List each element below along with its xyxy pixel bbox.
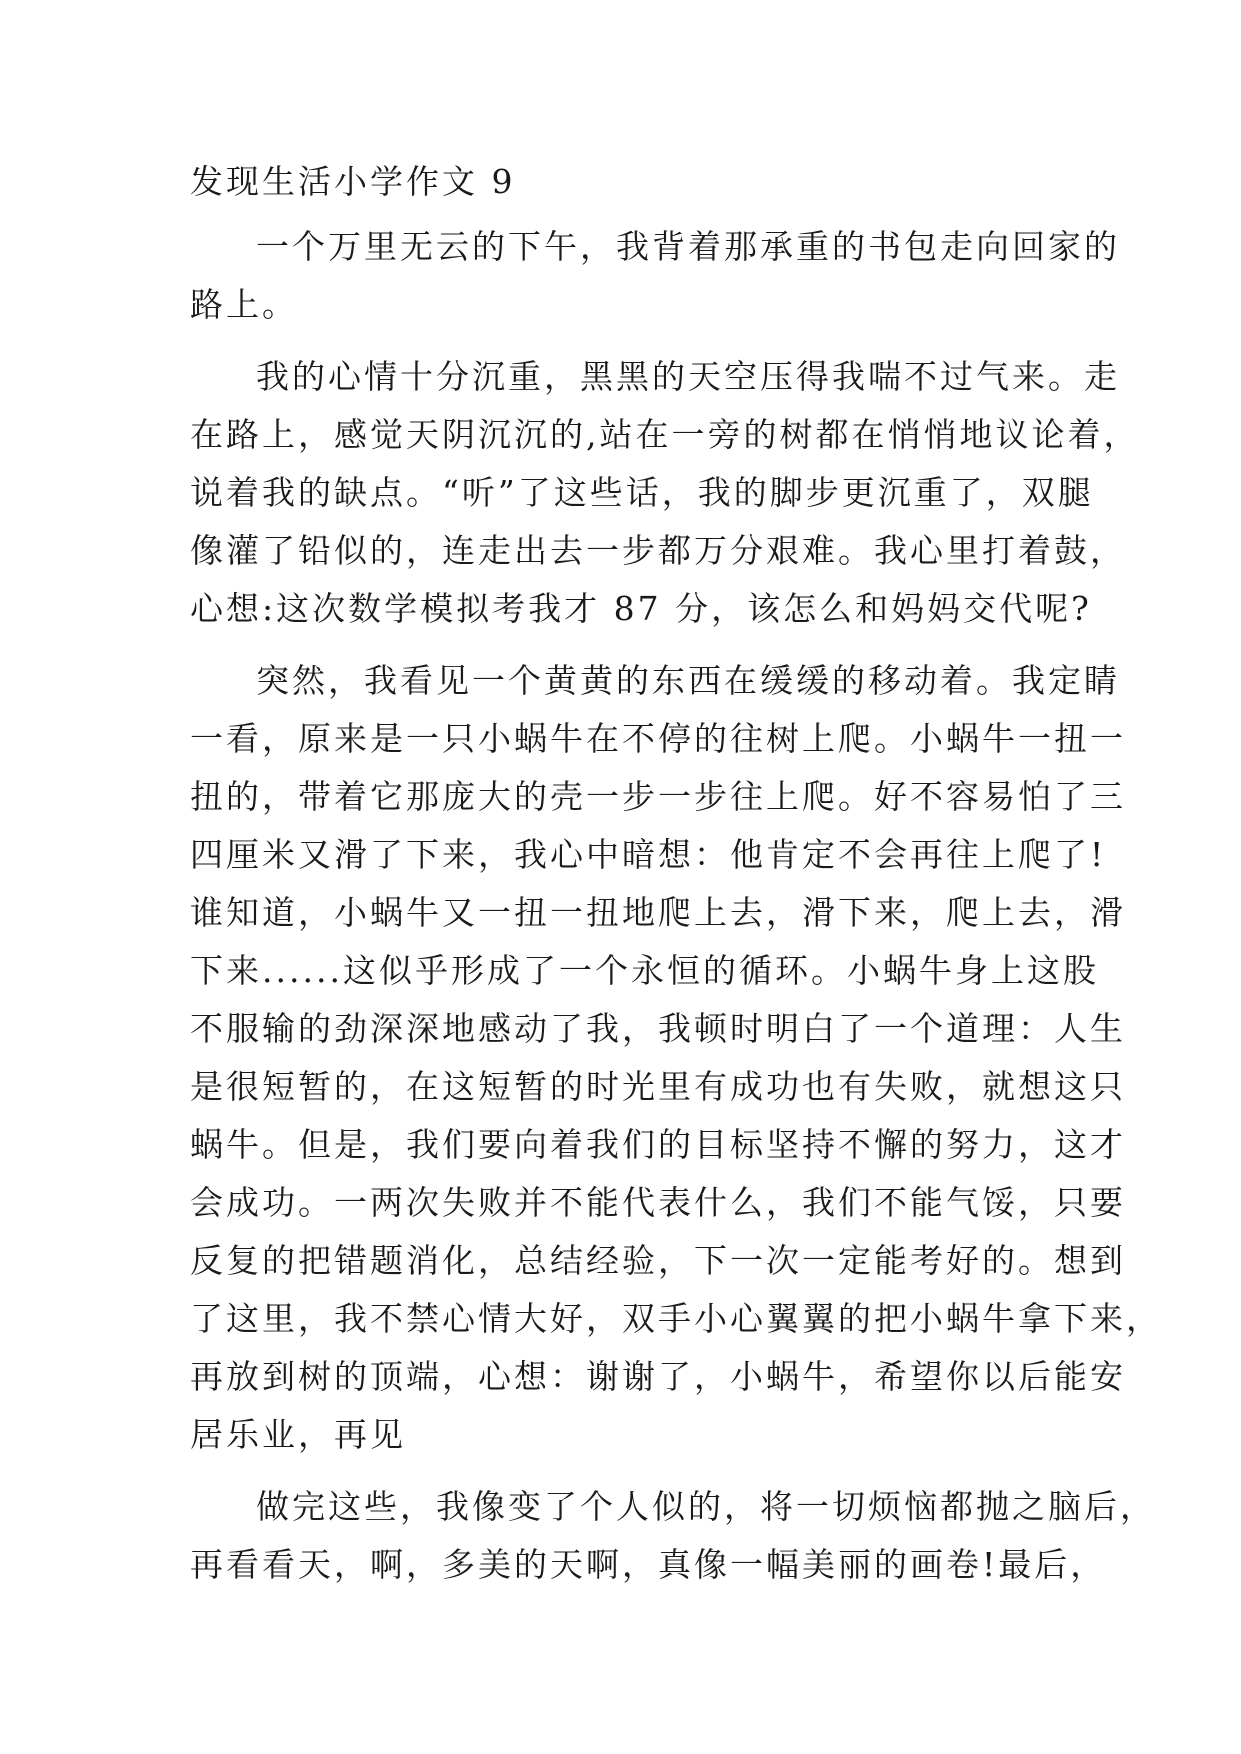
paragraph-line: 再放到树的顶端，心想：谢谢了，小蜗牛，希望你以后能安	[190, 1357, 1126, 1396]
paragraph-line: 在路上，感觉天阴沉沉的,站在一旁的树都在悄悄地议论着，	[190, 415, 1140, 454]
paragraph-line: 是很短暂的，在这短暂的时光里有成功也有失败，就想这只	[190, 1067, 1126, 1106]
paragraph-3	[190, 652, 1162, 1464]
paragraph-4	[190, 1478, 1156, 1594]
paragraph-1	[190, 218, 1120, 334]
paragraph-line: 反复的把错题消化，总结经验，下一次一定能考好的。想到	[190, 1241, 1126, 1280]
paragraph-line: 不服输的劲深深地感动了我，我顿时明白了一个道理：人生	[190, 1009, 1126, 1048]
paragraph-line: 居乐业，再见	[190, 1415, 406, 1454]
paragraph-line: 做完这些，我像变了个人似的，将一切烦恼都抛之脑后，	[256, 1487, 1156, 1526]
paragraph-line: 路上。	[190, 285, 298, 324]
paragraph-line: 我的心情十分沉重，黑黑的天空压得我喘不过气来。走	[256, 357, 1120, 396]
paragraph-line: 突然，我看见一个黄黄的东西在缓缓的移动着。我定睛	[256, 661, 1120, 700]
paragraph-line: 四厘米又滑了下来，我心中暗想：他肯定不会再往上爬了!	[190, 835, 1107, 874]
paragraph-line: 再看看天，啊，多美的天啊，真像一幅美丽的画卷!最后，	[190, 1545, 1107, 1584]
essay-body	[190, 160, 1162, 1594]
paragraph-line: 说着我的缺点。“听”了这些话，我的脚步更沉重了，双腿	[190, 473, 1094, 512]
paragraph-spacer	[190, 638, 1070, 652]
paragraph-line: 扭的，带着它那庞大的壳一步一步往上爬。好不容易怕了三	[190, 777, 1126, 816]
paragraph-line: 谁知道，小蜗牛又一扭一扭地爬上去，滑下来，爬上去，滑	[190, 893, 1126, 932]
paragraph-line: 心想:这次数学模拟考我才 87 分，该怎么和妈妈交代呢?	[190, 589, 1092, 628]
paragraph-line: 会成功。一两次失败并不能代表什么，我们不能气馁，只要	[190, 1183, 1126, 1222]
paragraph-line: 一看，原来是一只小蜗牛在不停的往树上爬。小蜗牛一扭一	[190, 719, 1126, 758]
paragraph-line: 下来......这似乎形成了一个永恒的循环。小蜗牛身上这股	[190, 951, 1099, 990]
paragraph-2	[190, 348, 1140, 638]
paragraph-spacer	[190, 1464, 1070, 1478]
paragraph-line: 蜗牛。但是，我们要向着我们的目标坚持不懈的努力，这才	[190, 1125, 1126, 1164]
paragraph-spacer	[190, 334, 1070, 348]
title-spacer	[190, 204, 1070, 218]
essay-title: 发现生活小学作文 9	[190, 162, 516, 201]
paragraph-line: 了这里，我不禁心情大好，双手小心翼翼的把小蜗牛拿下来，	[190, 1299, 1162, 1338]
paragraph-line: 一个万里无云的下午，我背着那承重的书包走向回家的	[256, 227, 1120, 266]
paragraph-line: 像灌了铅似的，连走出去一步都万分艰难。我心里打着鼓，	[190, 531, 1126, 570]
